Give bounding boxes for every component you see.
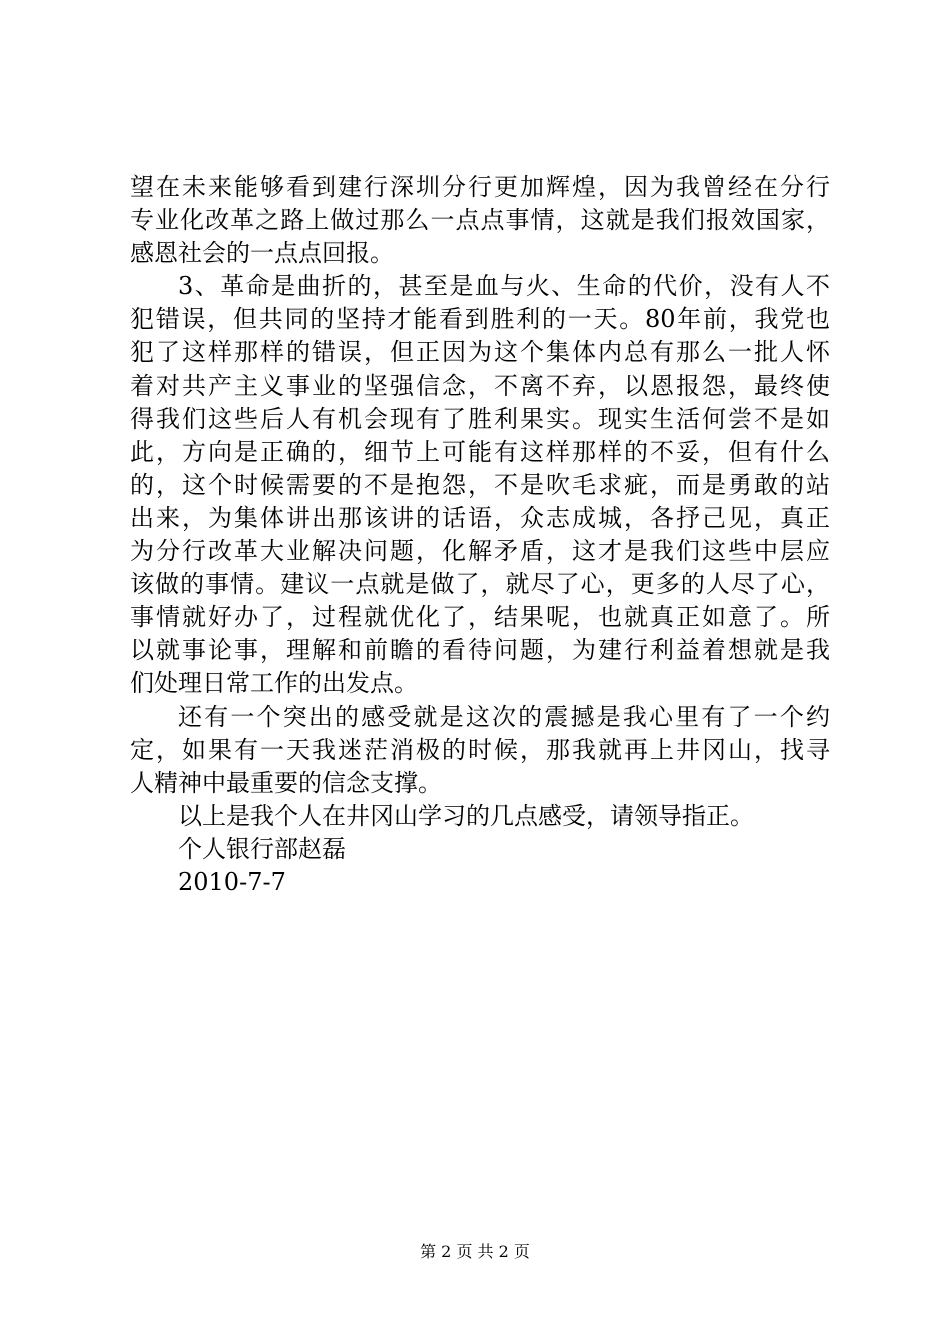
paragraph-line: 出来，为集体讲出那该讲的话语，众志成城，各抒己见，真正 [130, 503, 830, 532]
paragraph-line: 望在未来能够看到建行深圳分行更加辉煌，因为我曾经在分行 [130, 173, 830, 201]
document-body [130, 171, 830, 899]
paragraph-line: 着对共产主义事业的坚强信念，不离不弃，以恩报怨，最终使 [130, 371, 830, 400]
paragraph-line: 感恩社会的一点点回报。 [130, 239, 394, 268]
paragraph-line: 定，如果有一天我迷茫消极的时候，那我就再上井冈山，找寻 [130, 735, 830, 764]
paragraph-line: 犯了这样那样的错误，但正因为这个集体内总有那么一批人怀 [130, 338, 830, 367]
paragraph-line: 得我们这些后人有机会现有了胜利果实。现实生活何尝不是如 [130, 404, 830, 433]
paragraph-line: 为分行改革大业解决问题，化解矛盾，这才是我们这些中层应 [130, 537, 830, 566]
paragraph-line: 3、革命是曲折的，甚至是血与火、生命的代价，没有人不 [178, 272, 830, 301]
paragraph-line: 还有一个突出的感受就是这次的震撼是我心里有了一个约 [178, 702, 830, 731]
paragraph-line: 事情就好办了，过程就优化了，结果呢，也就真正如意了。所 [130, 603, 830, 632]
paragraph-line: 以就事论事，理解和前瞻的看待问题，为建行利益着想就是我 [130, 636, 830, 665]
page-number-footer: 第 2 页 共 2 页 [420, 1242, 530, 1261]
paragraph-line: 犯错误，但共同的坚持才能看到胜利的一天。80年前，我党也 [130, 305, 830, 334]
paragraph-line: 的，这个时候需要的不是抱怨，不是吹毛求疵，而是勇敢的站 [130, 470, 830, 499]
paragraph-line: 们处理日常工作的出发点。 [130, 669, 418, 698]
paragraph-line: 专业化改革之路上做过那么一点点事情，这就是我们报效国家， [130, 206, 830, 235]
closing-line: 以上是我个人在井冈山学习的几点感受，请领导指正。 [178, 801, 754, 830]
paragraph-line: 此，方向是正确的，细节上可能有这样那样的不妥，但有什么 [130, 437, 830, 466]
paragraph-line: 人精神中最重要的信念支撑。 [130, 768, 442, 797]
signature-line: 个人银行部赵磊 [178, 834, 346, 863]
paragraph-line: 该做的事情。建议一点就是做了，就尽了心，更多的人尽了心， [130, 570, 830, 599]
date-line: 2010-7-7 [178, 867, 286, 896]
